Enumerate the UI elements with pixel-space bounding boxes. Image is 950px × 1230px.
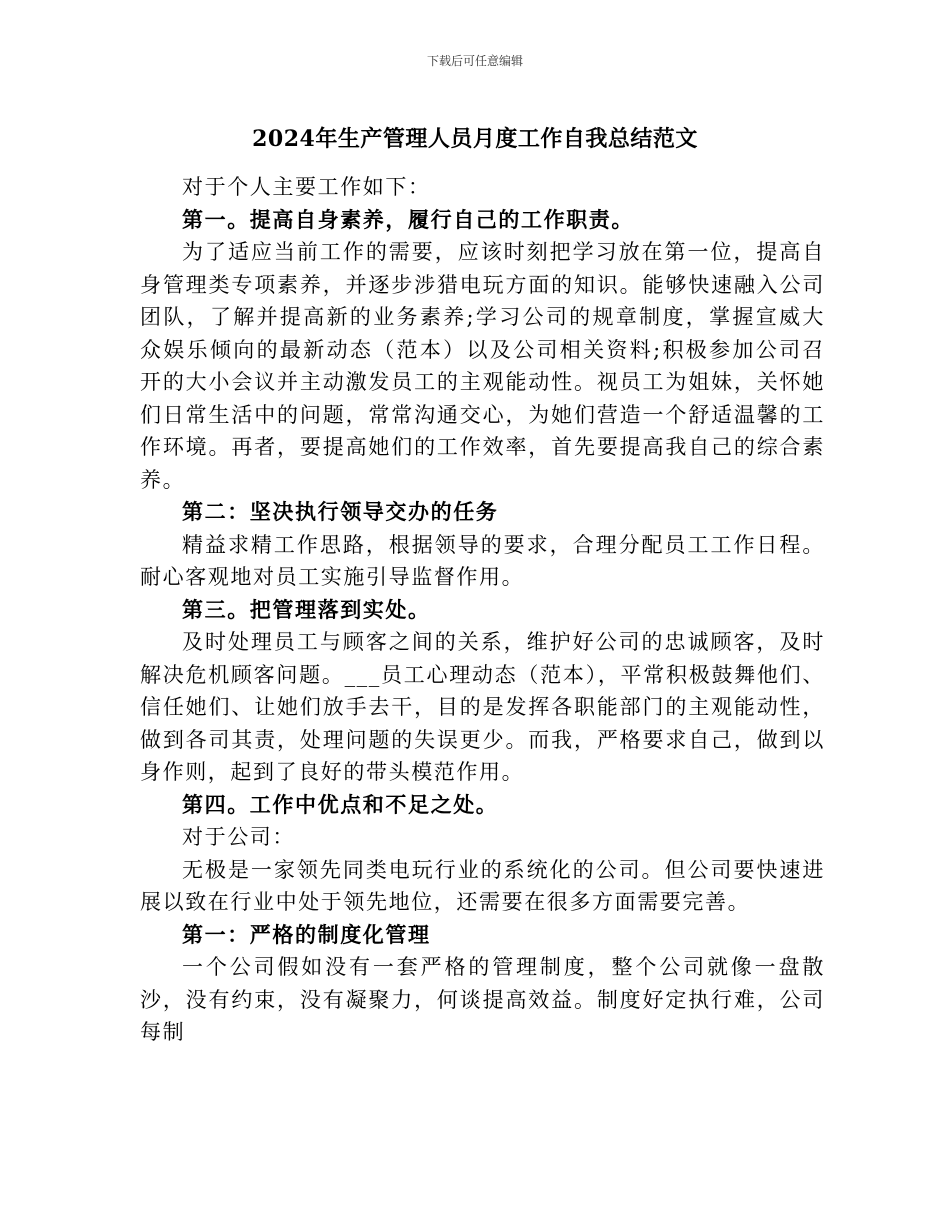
paragraph-subsection-1: 一个公司假如没有一套严格的管理制度，整个公司就像一盘散沙，没有约束，没有凝聚力，何谈提高效益。制度好定执行难，公司每制 (140, 955, 825, 1044)
paragraph-intro: 对于个人主要工作如下： (182, 175, 431, 199)
document-body (140, 171, 825, 1049)
document-title: 2024年生产管理人员月度工作自我总结范文 (252, 126, 698, 152)
section-heading-2: 第二：坚决执行领导交办的任务 (182, 499, 499, 524)
section-heading-1: 第一。提高自身素养，履行自己的工作职责。 (182, 206, 634, 232)
section-heading-3: 第三。把管理落到实处。 (182, 596, 431, 622)
paragraph-section-3: 及时处理员工与顾客之间的关系，维护好公司的忠诚顾客，及时解决危机顾客问题。___员工心理动态（范本），平常积极鼓舞他们、信任她们、让她们放手去干，目的是发挥各职能部门的主观能动性，做到各司其责，处理问题的失误更少。而我，严格要求自己，做到以身作则，起到了良好的带头模范作用。 (140, 630, 825, 784)
page-header-note: 下载后可任意编辑 (426, 54, 523, 68)
paragraph-section-2: 精益求精工作思路，根据领导的要求，合理分配员工工作日程。耐心客观地对员工实施引导监督作用。 (140, 532, 825, 589)
subsection-heading-1: 第一：严格的制度化管理 (182, 921, 431, 947)
section-heading-4: 第四。工作中优点和不足之处。 (182, 791, 499, 817)
paragraph-company-label: 对于公司： (182, 825, 295, 849)
paragraph-section-1: 为了适应当前工作的需要，应该时刻把学习放在第一位，提高自身管理类专项素养，并逐步涉猎电玩方面的知识。能够快速融入公司团队，了解并提高新的业务素养;学习公司的规章制度，掌握宣威大众娱乐倾向的最新动态（范本）以及公司相关资料;积极参加公司召开的大小会议并主动激发员工的主观能动性。视员工为姐妹，关怀她们日常生活中的问题，常常沟通交心，为她们营造一个舒适温馨的工作环境。再者，要提高她们的工作效率，首先要提高我自己的综合素养。 (140, 240, 825, 492)
paragraph-company: 无极是一家领先同类电玩行业的系统化的公司。但公司要快速进展以致在行业中处于领先地位，还需要在很多方面需要完善。 (140, 857, 825, 914)
